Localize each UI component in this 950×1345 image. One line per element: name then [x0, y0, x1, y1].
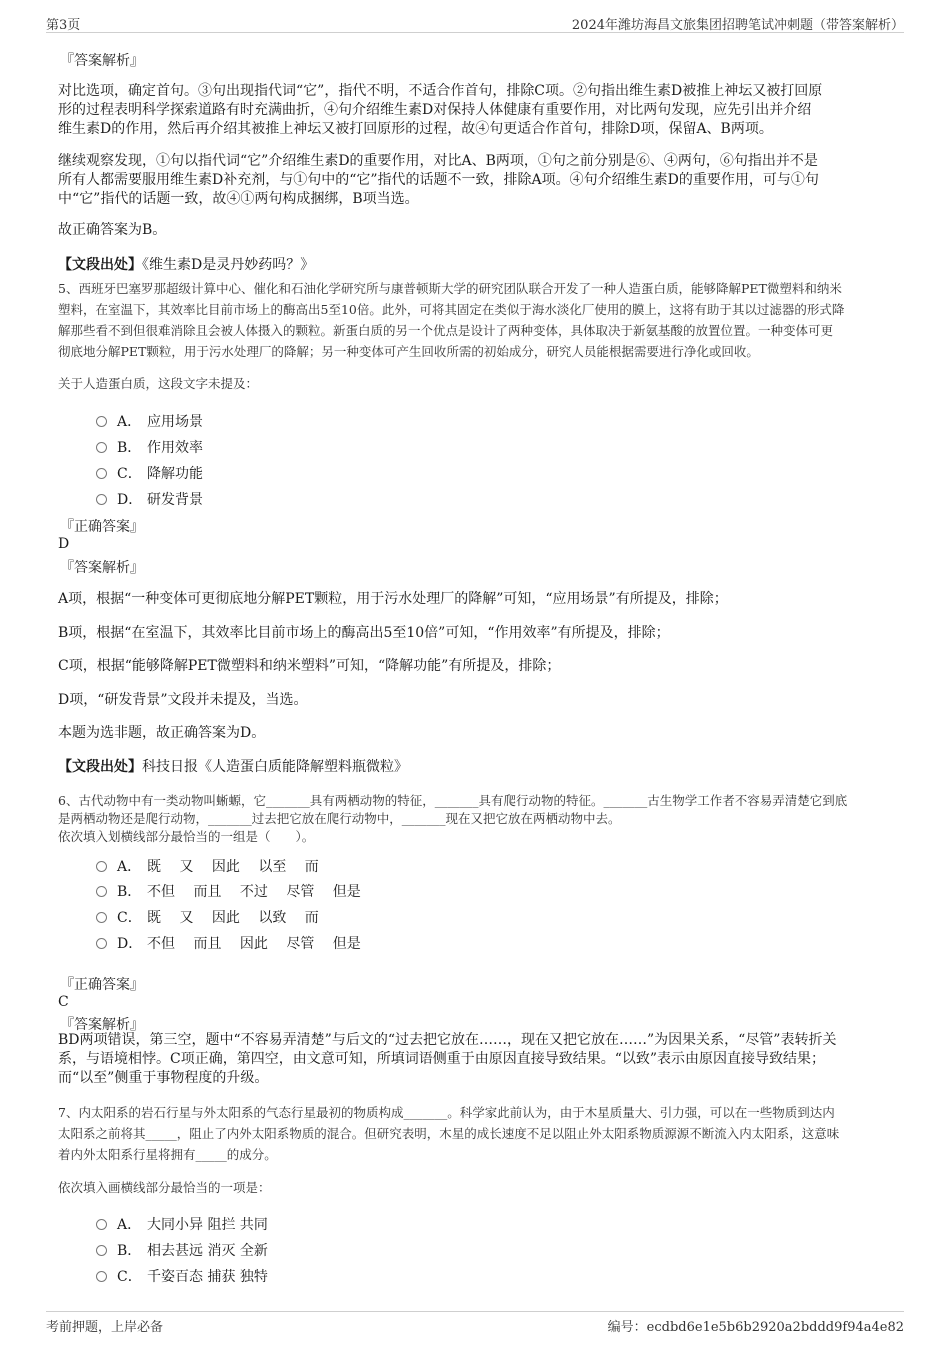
source-text: 《维生素D是灵丹妙药吗？》: [142, 257, 315, 273]
radio-icon[interactable]: [96, 442, 107, 453]
q5-analysis-label: 『答案解析』: [60, 560, 144, 576]
q5-answer: D: [58, 536, 70, 552]
q5-analysis-line: C项，根据“能够降解PET微塑料和纳米塑料”可知，“降解功能”有所提及，排除；: [58, 658, 561, 674]
text-line: 对比选项，确定首句。③句出现指代词“它”，指代不明，不适合作首句，排除C项。②句指出维生素D被推上神坛又被打回原: [58, 83, 823, 99]
text-line: 太阳系之前将其_____，阻止了内外太阳系物质的混合。但研究表明，木星的成长速度不足以阻止外太阳系物质源源不断流入内太阳系，这意味: [58, 1126, 840, 1141]
text-line: 着内外太阳系行星将拥有_____的成分。: [58, 1147, 277, 1162]
footer-slogan: 考前押题，上岸必备: [46, 1320, 164, 1335]
text-line: 系，与语境相悖。C项正确，第四空，由文意可知，所填词语侧重于由原因直接导致结果。“以致”表示由原因直接导致结果；: [58, 1051, 826, 1067]
source-label: 【文段出处】: [58, 257, 142, 273]
q7-question: 依次填入画横线部分最恰当的一项是：: [58, 1180, 271, 1195]
document-title: 2024年潍坊海昌文旅集团招聘笔试冲刺题（带答案解析）: [571, 18, 904, 33]
q5-option-c[interactable]: C． 降解功能: [96, 463, 203, 483]
text-line: BD两项错误，第三空，题中“不容易弄清楚”与后文的“过去把它放在……，现在又把它放在……”为因果关系，“尽管”表转折关: [58, 1032, 837, 1048]
q5-analysis-line: A项，根据“一种变体可更彻底地分解PET颗粒，用于污水处理厂的降解”可知，“应用场景”有所提及，排除；: [58, 591, 728, 607]
q4-source: [58, 256, 314, 275]
q5-analysis-line: B项，根据“在室温下，其效率比目前市场上的酶高出5至10倍”可知，“作用效率”有所提及，排除；: [58, 625, 670, 641]
q5-analysis-line: 本题为选非题，故正确答案为D。: [58, 725, 266, 741]
document-code: 编号：ecdbd6e1e5b6b2920a2bddd9f94a4e82: [607, 1320, 904, 1335]
text-line: 塑料，在室温下，其效率比目前市场上的酶高出5至10倍。此外，可将其固定在类似于海水淡化厂使用的膜上，这将有助于其以过滤器的形式降: [58, 302, 845, 317]
q5-question: 关于人造蛋白质，这段文字未提及：: [58, 376, 259, 391]
q6-option-d[interactable]: D． 不但 而且 因此 尽管 但是: [96, 933, 361, 953]
q5-option-d[interactable]: D． 研发背景: [96, 489, 203, 509]
source-text: 科技日报《人造蛋白质能降解塑料瓶微粒》: [142, 759, 408, 775]
text-line: 形的过程表明科学探索道路有时充满曲折，④句介绍维生素D对保持人体健康有重要作用，对比两句发现，应先引出并介绍: [58, 102, 812, 118]
q7-option-b[interactable]: B． 相去甚远 消灭 全新: [96, 1240, 268, 1260]
q6-answer: C: [58, 994, 69, 1010]
text-line: 中“它”指代的话题一致，故④①两句构成捆绑，B项当选。: [58, 191, 419, 207]
radio-icon[interactable]: [96, 861, 107, 872]
radio-icon[interactable]: [96, 494, 107, 505]
q7-stem: [58, 1102, 839, 1165]
q4-analysis-p2: [58, 152, 819, 209]
q5-source: [58, 758, 408, 777]
radio-icon[interactable]: [96, 912, 107, 923]
text-line: 7、内太阳系的岩石行星与外太阳系的气态行星最初的物质构成_______。科学家此前认为，由于木星质量大、引力强，可以在一些物质到达内: [58, 1105, 835, 1120]
q6-analysis-label: 『答案解析』: [60, 1017, 144, 1033]
text-line: 继续观察发现，①句以指代词“它”介绍维生素D的重要作用，对比A、B两项，①句之前分别是⑥、④两句，⑥句指出并不是: [58, 153, 818, 169]
page-header: [46, 12, 904, 33]
radio-icon[interactable]: [96, 1271, 107, 1282]
q6-stem: [58, 792, 847, 846]
q5-stem: [58, 278, 844, 362]
text-line: 彻底地分解PET颗粒，用于污水处理厂的降解；另一种变体可产生回收所需的初始成分，研究人员能根据需要进行净化或回收。: [58, 344, 759, 359]
q5-analysis-line: D项，“研发背景”文段并未提及，当选。: [58, 692, 308, 708]
q6-option-b[interactable]: B． 不但 而且 不过 尽管 但是: [96, 881, 361, 901]
q7-option-c[interactable]: C． 千姿百态 捕获 独特: [96, 1266, 268, 1286]
radio-icon[interactable]: [96, 1245, 107, 1256]
q6-answer-label: 『正确答案』: [60, 977, 144, 993]
text-line: 而“以至”侧重于事物程度的升级。: [58, 1070, 269, 1086]
text-line: 解那些看不到但很难消除且会被人体摄入的颗粒。新蛋白质的另一个优点是设计了两种变体，具体取决于新氨基酸的放置位置。一种变体可更: [58, 323, 834, 338]
text-line: 5、西班牙巴塞罗那超级计算中心、催化和石油化学研究所与康普顿斯大学的研究团队联合开发了一种人造蛋白质，能够降解PET微塑料和纳米: [58, 281, 842, 296]
radio-icon[interactable]: [96, 416, 107, 427]
q5-option-b[interactable]: B． 作用效率: [96, 437, 203, 457]
page-footer: [46, 1311, 904, 1336]
radio-icon[interactable]: [96, 468, 107, 479]
q4-analysis-label: 『答案解析』: [60, 53, 144, 69]
q5-option-a[interactable]: A． 应用场景: [96, 411, 203, 431]
q4-analysis-p1: [58, 82, 822, 139]
text-line: 是两栖动物还是爬行动物，_______过去把它放在爬行动物中，_______现在又把它放在两栖动物中去。: [58, 811, 621, 826]
radio-icon[interactable]: [96, 938, 107, 949]
q6-option-a[interactable]: A． 既 又 因此 以至 而: [96, 856, 319, 876]
radio-icon[interactable]: [96, 1219, 107, 1230]
q7-option-a[interactable]: A． 大同小异 阻拦 共同: [96, 1214, 268, 1234]
q6-analysis: [58, 1031, 836, 1088]
q4-conclusion: 故正确答案为B。: [58, 222, 167, 238]
source-label: 【文段出处】: [58, 759, 142, 775]
q6-option-c[interactable]: C． 既 又 因此 以致 而: [96, 907, 319, 927]
text-line: 所有人都需要服用维生素D补充剂，与①句中的“它”指代的话题不一致，排除A项。④句介绍维生素D的重要作用，可与①句: [58, 172, 819, 188]
text-line: 6、古代动物中有一类动物叫蜥螈，它_______具有两栖动物的特征，_______具有爬行动物的特征。_______古生物学工作者不容易弄清楚它到底: [58, 793, 848, 808]
text-line: 维生素D的作用，然后再介绍其被推上神坛又被打回原形的过程，故④句更适合作首句，排除D项，保留A、B两项。: [58, 121, 773, 137]
q5-answer-label: 『正确答案』: [60, 519, 144, 535]
text-line: 依次填入划横线部分最恰当的一组是（ ）。: [58, 829, 315, 844]
radio-icon[interactable]: [96, 886, 107, 897]
page-number: 第3页: [46, 18, 81, 33]
